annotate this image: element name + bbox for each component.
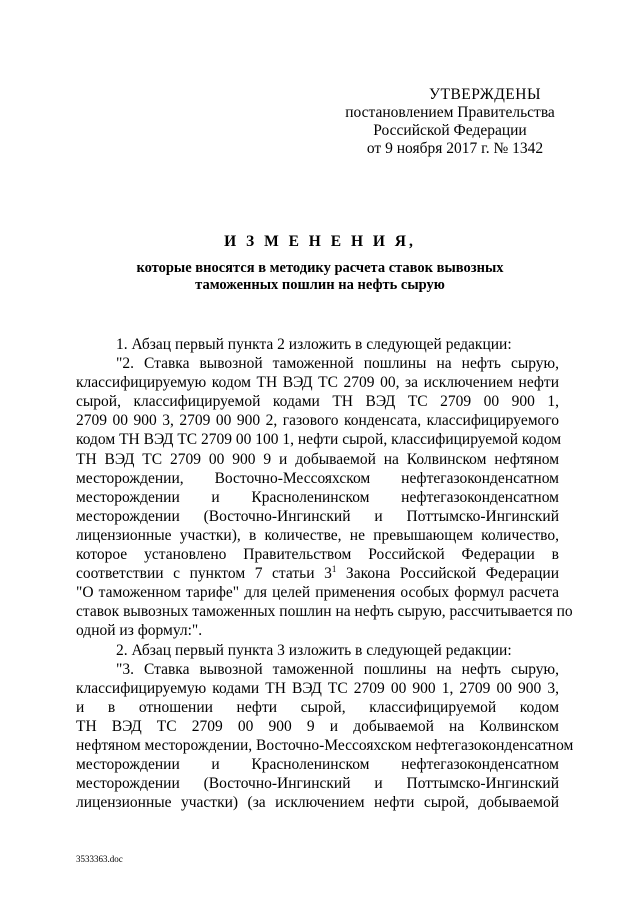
text-line: и в отношении нефти сырой, классифицируемой кодом (76, 698, 559, 716)
document-subheading (0, 260, 640, 294)
subheading-line-1: которые вносятся в методику расчета ставок вывозных (136, 260, 504, 276)
text-line: ТН ВЭД ТС 2709 00 900 9 и добываемой на Колвинском (76, 717, 559, 735)
text-line: ТН ВЭД ТС 2709 00 900 9 и добываемой на Колвинском нефтяном (76, 450, 559, 468)
text-line-with-superscript (76, 564, 559, 583)
text-line: 2709 00 900 3, 2709 00 900 2, газового конденсата, классифицируемого (76, 412, 559, 430)
text-line: нефтяном месторождении, Восточно-Мессояхском нефтегазоконденсатном (76, 736, 574, 754)
approval-block (340, 86, 560, 158)
text-line: лицензионные участки) (за исключением нефти сырой, добываемой (76, 794, 559, 812)
text-line: "3. Ставка вывозной таможенной пошлины на нефть сырую, (116, 660, 559, 678)
document-heading: И З М Е Н Е Н И Я, (224, 233, 416, 250)
text-line: "2. Ставка вывозной таможенной пошлины на нефть сырую, (116, 355, 559, 373)
text-line: ставок вывозных таможенных пошлин на нефть сырую, рассчитывается по (76, 603, 573, 621)
text-line: месторождении (Восточно-Ингинский и Поттымско-Ингинский (76, 507, 559, 525)
file-name-footer: 3533363.doc (76, 854, 123, 864)
approval-line-2: Российской Федерации (373, 122, 527, 139)
paragraph-1-line: 1. Абзац первый пункта 2 изложить в следующей редакции: (116, 336, 512, 353)
text-line: месторождении и Красноленинском нефтегазоконденсатном (76, 756, 559, 774)
text-line: классифицируемую кодами ТН ВЭД ТС 2709 00 900 1, 2709 00 900 3, (76, 679, 559, 697)
text-line: "О таможенном тарифе" для целей применения особых формул расчета (76, 584, 559, 602)
text-line: месторождении и Красноленинском нефтегазоконденсатном (76, 488, 559, 506)
approval-title: УТВЕРЖДЕНЫ (429, 86, 541, 103)
approval-date-line: от 9 ноября 2017 г. № 1342 (366, 140, 544, 157)
text-line: месторождении (Восточно-Ингинский и Поттымско-Ингинский (76, 775, 559, 793)
text-fragment: соответствии с пунктом 7 статьи 3 (76, 565, 332, 583)
text-line: классифицируемую кодом ТН ВЭД ТС 2709 00, за исключением нефти (76, 374, 559, 392)
text-line: месторождении, Восточно-Мессояхском нефтегазоконденсатном (76, 469, 559, 487)
text-line: лицензионные участки), в количестве, не превышающем количество, (76, 526, 559, 544)
approval-line-1: постановлением Правительства (345, 104, 555, 121)
text-line: сырой, классифицируемой кодами ТН ВЭД ТС 2709 00 900 1, (76, 393, 559, 411)
text-line: кодом ТН ВЭД ТС 2709 00 100 1, нефти сырой, классифицируемой кодом (76, 431, 562, 449)
paragraph-2-line: 2. Абзац первый пункта 3 изложить в следующей редакции: (116, 641, 512, 659)
text-fragment: Закона Российской Федерации (336, 565, 559, 583)
superscript: 1 (331, 564, 337, 575)
subheading-line-2: таможенных пошлин на нефть сырую (195, 277, 445, 293)
text-line: одной из формул:". (76, 622, 203, 640)
document-body (76, 335, 574, 812)
text-line: которое установлено Правительством Российской Федерации в (76, 546, 559, 564)
